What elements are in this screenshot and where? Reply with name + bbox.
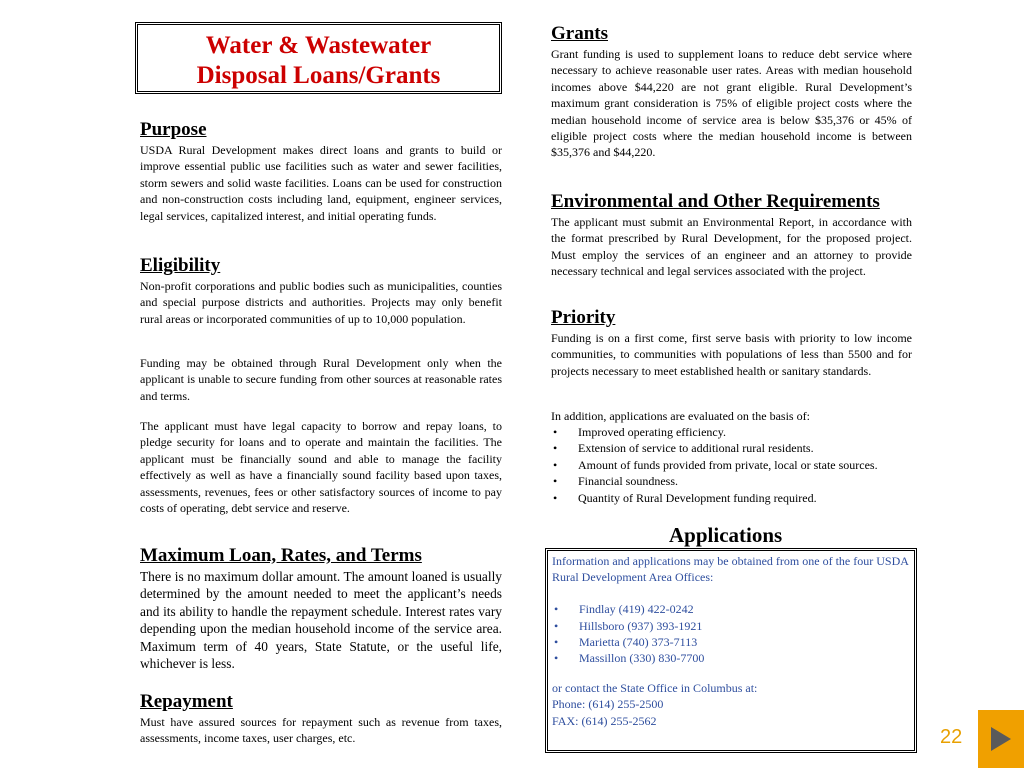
title-line-1: Water & Wastewater xyxy=(205,32,432,59)
list-item: • Financial soundness. xyxy=(551,473,912,489)
title-line-2: Disposal Loans/Grants xyxy=(196,62,441,89)
play-icon xyxy=(991,727,1011,751)
list-item: • Quantity of Rural Development funding required. xyxy=(551,490,912,506)
eligibility-text-2: Funding may be obtained through Rural Development only when the applicant is unable to secure funding from other sources at reasonable rates and terms. xyxy=(140,356,502,403)
max-loan-heading: Maximum Loan, Rates, and Terms xyxy=(140,545,422,566)
repayment-heading: Repayment xyxy=(140,691,233,712)
applications-heading: Applications xyxy=(669,523,783,547)
grants-heading: Grants xyxy=(551,23,608,44)
purpose-heading: Purpose xyxy=(140,119,207,140)
purpose-text: USDA Rural Development makes direct loans and grants to build or improve essential public use facilities such as water and sewer facilities, storm sewers and solid waste facilities. Loans can be used for construction and non-construction costs including land, equipment, engineer services, legal services, capitalized interest, and initial operating funds. xyxy=(140,143,502,223)
priority-heading: Priority xyxy=(551,307,616,328)
max-loan-text: There is no maximum dollar amount. The amount loaned is usually determined by the amount needed to meet the applicant’s needs and its ability to handle the repayment schedule. Interest rates vary depending upon the median household income of the service area. Maximum term of 40 years, State Statute, or the useful life, whichever is less. xyxy=(140,569,502,672)
office-marietta: • Marietta (740) 373-7113 xyxy=(552,634,910,650)
grants-text: Grant funding is used to supplement loans to reduce debt service where necessary to achieve reasonable user rates. Areas with median household incomes above $44,220 are not grant eligible. Rural Development’s maximum grant consideration is 75% of eligible project costs where the median household income of service area is below $35,376 or 45% of eligible project costs where the median household income is between $35,376 and $44,220. xyxy=(551,47,912,160)
spacer xyxy=(552,666,910,680)
next-slide-button[interactable] xyxy=(978,710,1024,768)
office-findlay: • Findlay (419) 422-0242 xyxy=(552,601,910,617)
list-item: • Extension of service to additional rural residents. xyxy=(551,440,912,456)
spacer xyxy=(552,585,910,601)
priority-criteria-list xyxy=(551,424,912,506)
phone-number: Phone: (614) 255-2500 xyxy=(552,697,664,712)
applications-intro: Information and applications may be obtained from one of the four USDA Rural Development Area Offices: xyxy=(552,554,909,585)
priority-intro: In addition, applications are evaluated on the basis of: xyxy=(551,409,810,423)
title-box xyxy=(135,22,502,94)
list-item: • Improved operating efficiency. xyxy=(551,424,912,440)
list-item: • Amount of funds provided from private, local or state sources. xyxy=(551,457,912,473)
state-office-contact: or contact the State Office in Columbus at: xyxy=(552,681,758,696)
page-number: 22 xyxy=(940,726,963,748)
environmental-text: The applicant must submit an Environmental Report, in accordance with the format prescribed by Rural Development, for the proposed project. Must employ the services of an engineer and an attorney to provide necessary technical and legal services associated with the project. xyxy=(551,215,912,279)
environmental-heading: Environmental and Other Requirements xyxy=(551,191,880,212)
office-massillon: • Massillon (330) 830-7700 xyxy=(552,650,910,666)
eligibility-text-1: Non-profit corporations and public bodies such as municipalities, counties and special purpose districts and authorities. Projects may only benefit rural areas or incorporated communities of up to 10,000 population. xyxy=(140,279,502,326)
eligibility-text-3: The applicant must have legal capacity to borrow and repay loans, to pledge security for loans and to operate and maintain the facilities. The applicant must be financially sound and able to manage the facility effectively as well as have a financially sound facility based upon taxes, assessments, revenues, fees or other satisfactory sources of income to pay costs of operating, debt service and reserve. xyxy=(140,419,502,516)
fax-number: FAX: (614) 255-2562 xyxy=(552,713,657,728)
office-hillsboro: • Hillsboro (937) 393-1921 xyxy=(552,618,910,634)
eligibility-heading: Eligibility xyxy=(140,255,221,276)
applications-box xyxy=(545,548,917,753)
priority-text: Funding is on a first come, first serve basis with priority to low income communities, to communities with populations of less than 5500 and for projects necessary to meet established health or sanitary standards. xyxy=(551,331,912,378)
repayment-text: Must have assured sources for repayment such as revenue from taxes, assessments, income taxes, user charges, etc. xyxy=(140,715,502,746)
office-list xyxy=(552,601,910,666)
